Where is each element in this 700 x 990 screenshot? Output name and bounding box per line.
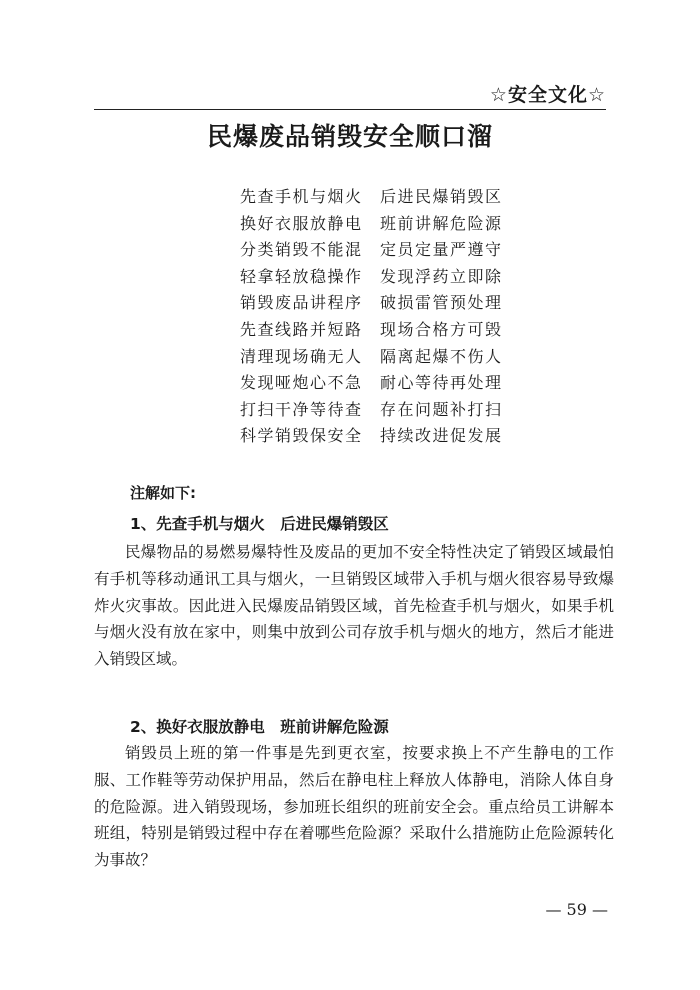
section-heading: 2、换好衣服放静电 班前讲解危险源 [130,718,389,736]
poem [240,184,510,450]
poem-line: 班前讲解危险源 [380,213,503,233]
poem-line: 持续改进促发展 [380,426,503,446]
poem-line: 现场合格方可毁 [380,319,503,339]
notes-heading: 注解如下: [130,484,196,502]
poem-line: 定员定量严遵守 [380,240,503,260]
poem-line: 发现浮药立即除 [380,266,503,286]
poem-line: 科学销毁保安全 [240,426,363,446]
poem-line: 清理现场确无人 [240,346,363,366]
poem-line: 换好衣服放静电 [240,213,363,233]
poem-line: 轻拿轻放稳操作 [240,266,363,286]
section-heading: 1、先查手机与烟火 后进民爆销毁区 [130,515,389,533]
poem-line: 隔离起爆不伤人 [380,346,503,366]
poem-line: 分类销毁不能混 [240,240,363,260]
poem-line: 先查手机与烟火 [240,187,363,206]
section-paragraph: 销毁员上班的第一件事是先到更衣室，按要求换上不产生静电的工作服、工作鞋等劳动保护用品，然后在静电柱上释放人体静电，消除人体自身的危险源。进入销毁现场，参加班长组织的班前安全会。重点给员工讲解本班组，特别是销毁过程中存在着哪些危险源？采取什么措施防止危险源转化为事故？ [94,744,614,870]
poem-line: 耐心等待再处理 [380,373,503,393]
poem-line: 破损雷管预处理 [380,293,503,313]
poem-line: 销毁废品讲程序 [240,293,363,313]
page-number: — 59 — [545,900,608,919]
poem-line: 后进民爆销毁区 [380,187,503,206]
page-title: 民爆废品销毁安全顺口溜 [206,122,493,151]
poem-line: 先查线路并短路 [240,319,363,339]
section-paragraph: 民爆物品的易燃易爆特性及废品的更加不安全特性决定了销毁区域最怕有手机等移动通讯工具与烟火，一旦销毁区域带入手机与烟火很容易导致爆炸火灾事故。因此进入民爆废品销毁区域，首先检查手机与烟火，如果手机与烟火没有放在家中，则集中放到公司存放手机与烟火的地方，然后才能进入销毁区域。 [94,543,614,669]
header-label: ☆安全文化☆ [489,84,606,106]
poem-line: 存在问题补打扫 [380,399,503,419]
poem-line: 发现哑炮心不急 [240,373,363,393]
poem-line: 打扫干净等待查 [240,399,363,419]
header-rule [94,109,606,110]
